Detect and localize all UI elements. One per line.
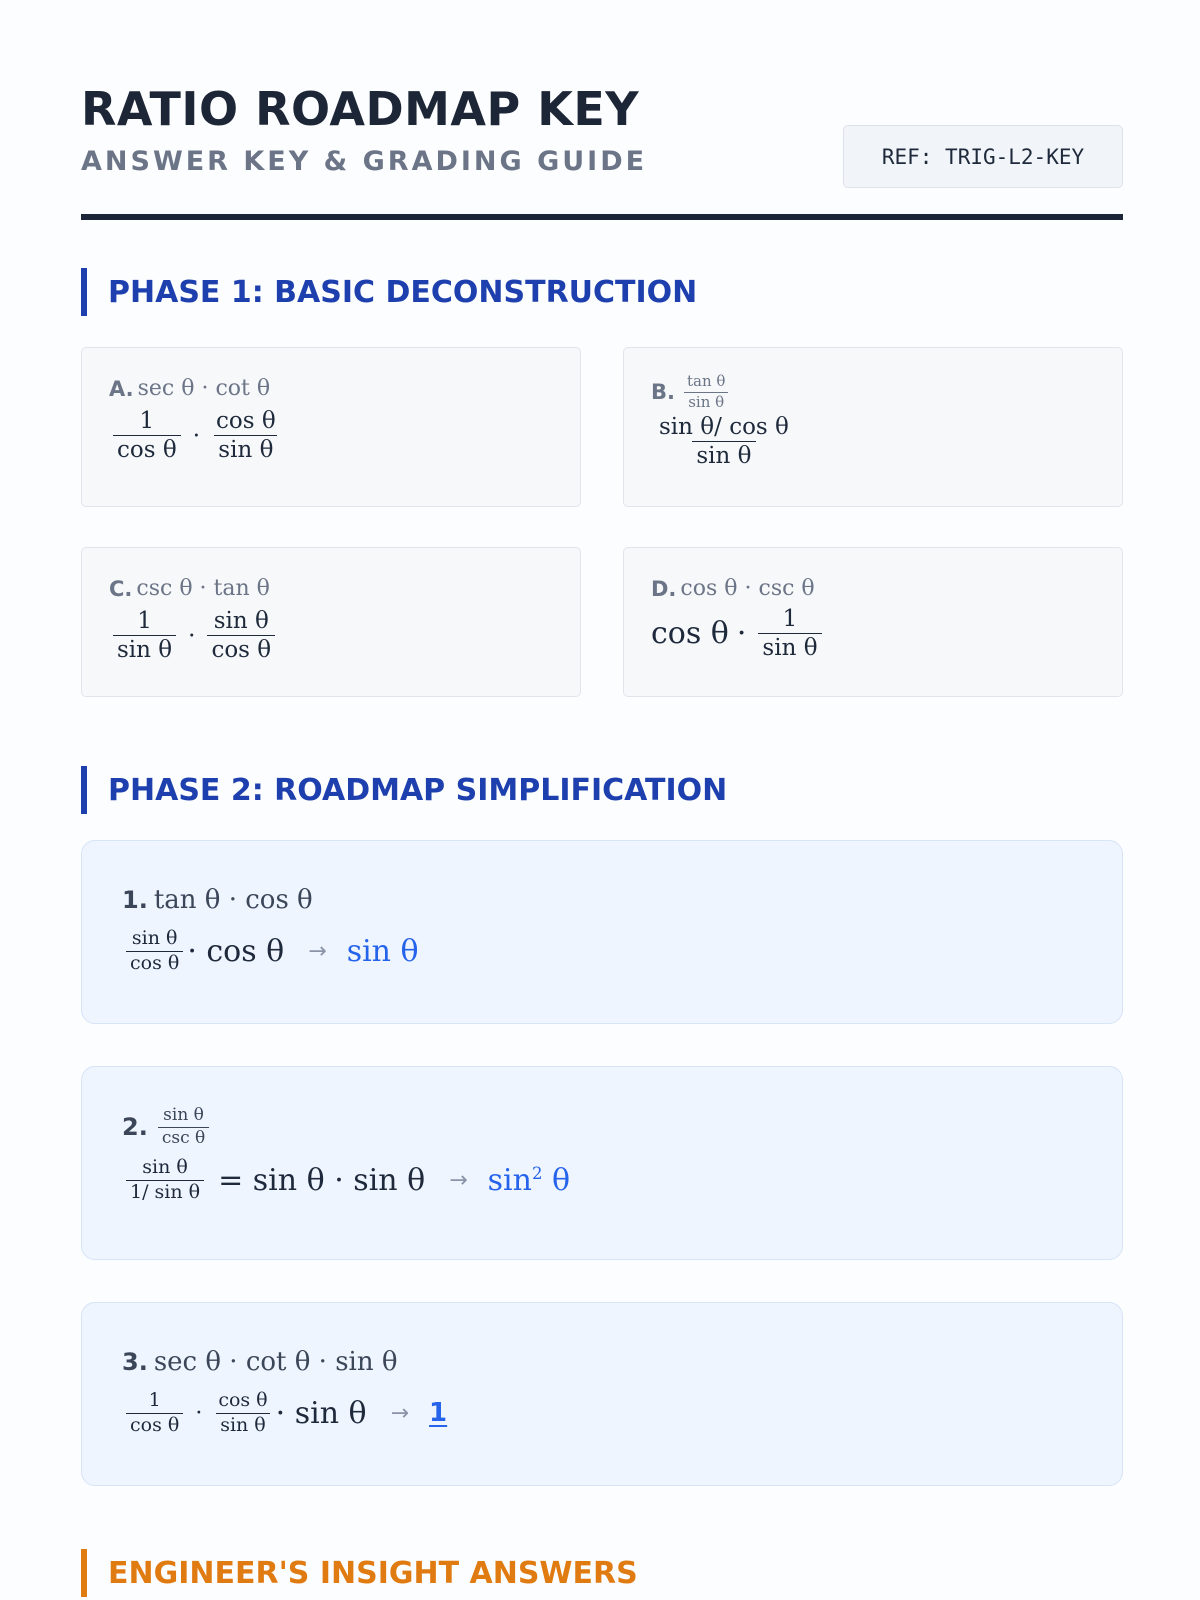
card-c-expression: csc θ · tan θ: [136, 576, 270, 601]
card-a-prompt: [109, 376, 580, 401]
fraction-denominator: sin θ: [113, 635, 176, 662]
card-a-label: A.: [109, 376, 134, 401]
phase1-heading: PHASE 1: BASIC DECONSTRUCTION: [81, 268, 697, 316]
problem-1-label: 1.: [122, 886, 148, 914]
answer-variable: θ: [551, 1162, 571, 1198]
fraction-denominator: sin θ: [216, 1413, 270, 1436]
fraction-denominator: sin θ: [758, 633, 821, 660]
card-c-label: C.: [109, 576, 133, 601]
problem-3-expression: sec θ · cot θ · sin θ: [153, 1347, 398, 1377]
fraction-numerator: sin θ: [131, 927, 178, 949]
problem-2-answer: [488, 1163, 570, 1198]
problem-1-prompt: [122, 885, 1122, 915]
multiply-dot: ·: [192, 422, 201, 449]
page-subtitle: ANSWER KEY & GRADING GUIDE: [81, 146, 648, 177]
fraction-denominator: sin θ: [692, 441, 755, 468]
problem-3-prompt: [122, 1347, 1122, 1377]
card-b-prompt-fraction: [683, 374, 729, 411]
fraction-numerator: sin θ: [213, 608, 269, 634]
phase2-problem-2: [81, 1066, 1123, 1260]
arrow-right-icon: →: [390, 1400, 410, 1426]
fraction-numerator: sin θ: [163, 1105, 204, 1125]
phase2-problem-3: [81, 1302, 1123, 1486]
card-a-expression: sec θ · cot θ: [137, 376, 271, 401]
page-title: RATIO ROADMAP KEY: [81, 82, 640, 136]
problem-2-prompt: [122, 1107, 1122, 1148]
fraction-denominator: 1/ sin θ: [126, 1180, 204, 1203]
card-c-fraction-1: [113, 609, 176, 662]
card-c-work: [109, 609, 580, 662]
problem-1-work: [122, 929, 1122, 974]
fraction-numerator: 1: [148, 1389, 161, 1411]
card-d-label: D.: [651, 576, 677, 601]
fraction-denominator: cos θ: [126, 1413, 183, 1436]
problem-2-label: 2.: [122, 1113, 148, 1142]
problem-2-work-rest: = sin θ · sin θ: [218, 1162, 426, 1198]
card-d-work: [651, 607, 1122, 660]
arrow-right-icon: →: [449, 1167, 468, 1193]
arrow-right-icon: →: [308, 938, 327, 964]
card-a-fraction-2: [212, 409, 280, 462]
fraction-denominator: sin θ: [214, 435, 277, 462]
fraction-numerator: cos θ: [218, 1389, 268, 1411]
fraction-denominator: cos θ: [126, 951, 183, 974]
fraction-numerator: sin θ/ cos θ: [659, 413, 789, 440]
phase1-card-b: [623, 347, 1123, 507]
fraction-numerator: tan θ: [686, 372, 726, 390]
problem-3-label: 3.: [122, 1348, 148, 1376]
problem-3-fraction-1: [126, 1391, 183, 1436]
phase1-card-a: [81, 347, 581, 507]
card-b-fraction: [655, 415, 793, 468]
problem-1-expression: tan θ · cos θ: [153, 885, 313, 915]
card-a-work: [109, 409, 580, 462]
multiply-dot: ·: [188, 622, 196, 649]
card-b-work: [651, 415, 1122, 468]
card-d-prompt: [651, 576, 1122, 601]
fraction-numerator: sin θ: [142, 1155, 188, 1178]
problem-2-fraction: [126, 1155, 204, 1203]
card-c-fraction-2: [207, 609, 275, 662]
card-d-fraction: [758, 607, 821, 660]
fraction-denominator: sin θ: [684, 392, 728, 411]
fraction-denominator: cos θ: [207, 635, 275, 662]
problem-2-work: [122, 1155, 1122, 1203]
card-c-prompt: [109, 576, 580, 601]
problem-3-work-rest: · sin θ: [275, 1395, 367, 1431]
answer-exponent: 2: [531, 1163, 543, 1183]
fraction-numerator: cos θ: [216, 408, 276, 434]
fraction-denominator: cos θ: [113, 435, 181, 462]
fraction-numerator: 1: [139, 408, 155, 434]
card-a-fraction-1: [113, 409, 181, 462]
problem-3-answer: 1: [429, 1398, 448, 1429]
problem-2-prompt-fraction: [158, 1107, 209, 1148]
fraction-numerator: 1: [782, 606, 798, 632]
problem-1-work-rest: · cos θ: [187, 933, 285, 969]
card-d-expression: cos θ · csc θ: [680, 576, 815, 601]
card-b-label: B.: [651, 380, 675, 405]
multiply-dot: ·: [195, 1400, 203, 1426]
fraction-denominator: csc θ: [158, 1127, 209, 1148]
insight-heading: ENGINEER'S INSIGHT ANSWERS: [81, 1549, 638, 1597]
problem-1-fraction: [126, 929, 183, 974]
card-d-lead-term: cos θ: [651, 616, 729, 652]
problem-1-answer: sin θ: [346, 933, 419, 969]
fraction-numerator: 1: [137, 608, 152, 634]
card-b-prompt: [651, 374, 1122, 411]
phase2-problem-1: [81, 840, 1123, 1024]
phase1-card-c: [81, 547, 581, 697]
problem-3-fraction-2: [214, 1391, 271, 1436]
multiply-dot: ·: [736, 616, 747, 652]
phase2-heading: PHASE 2: ROADMAP SIMPLIFICATION: [81, 766, 727, 814]
phase1-card-d: [623, 547, 1123, 697]
header-divider: [81, 214, 1123, 220]
reference-badge: REF: TRIG-L2-KEY: [843, 125, 1123, 188]
problem-3-work: [122, 1391, 1122, 1436]
answer-function: sin: [487, 1162, 532, 1198]
